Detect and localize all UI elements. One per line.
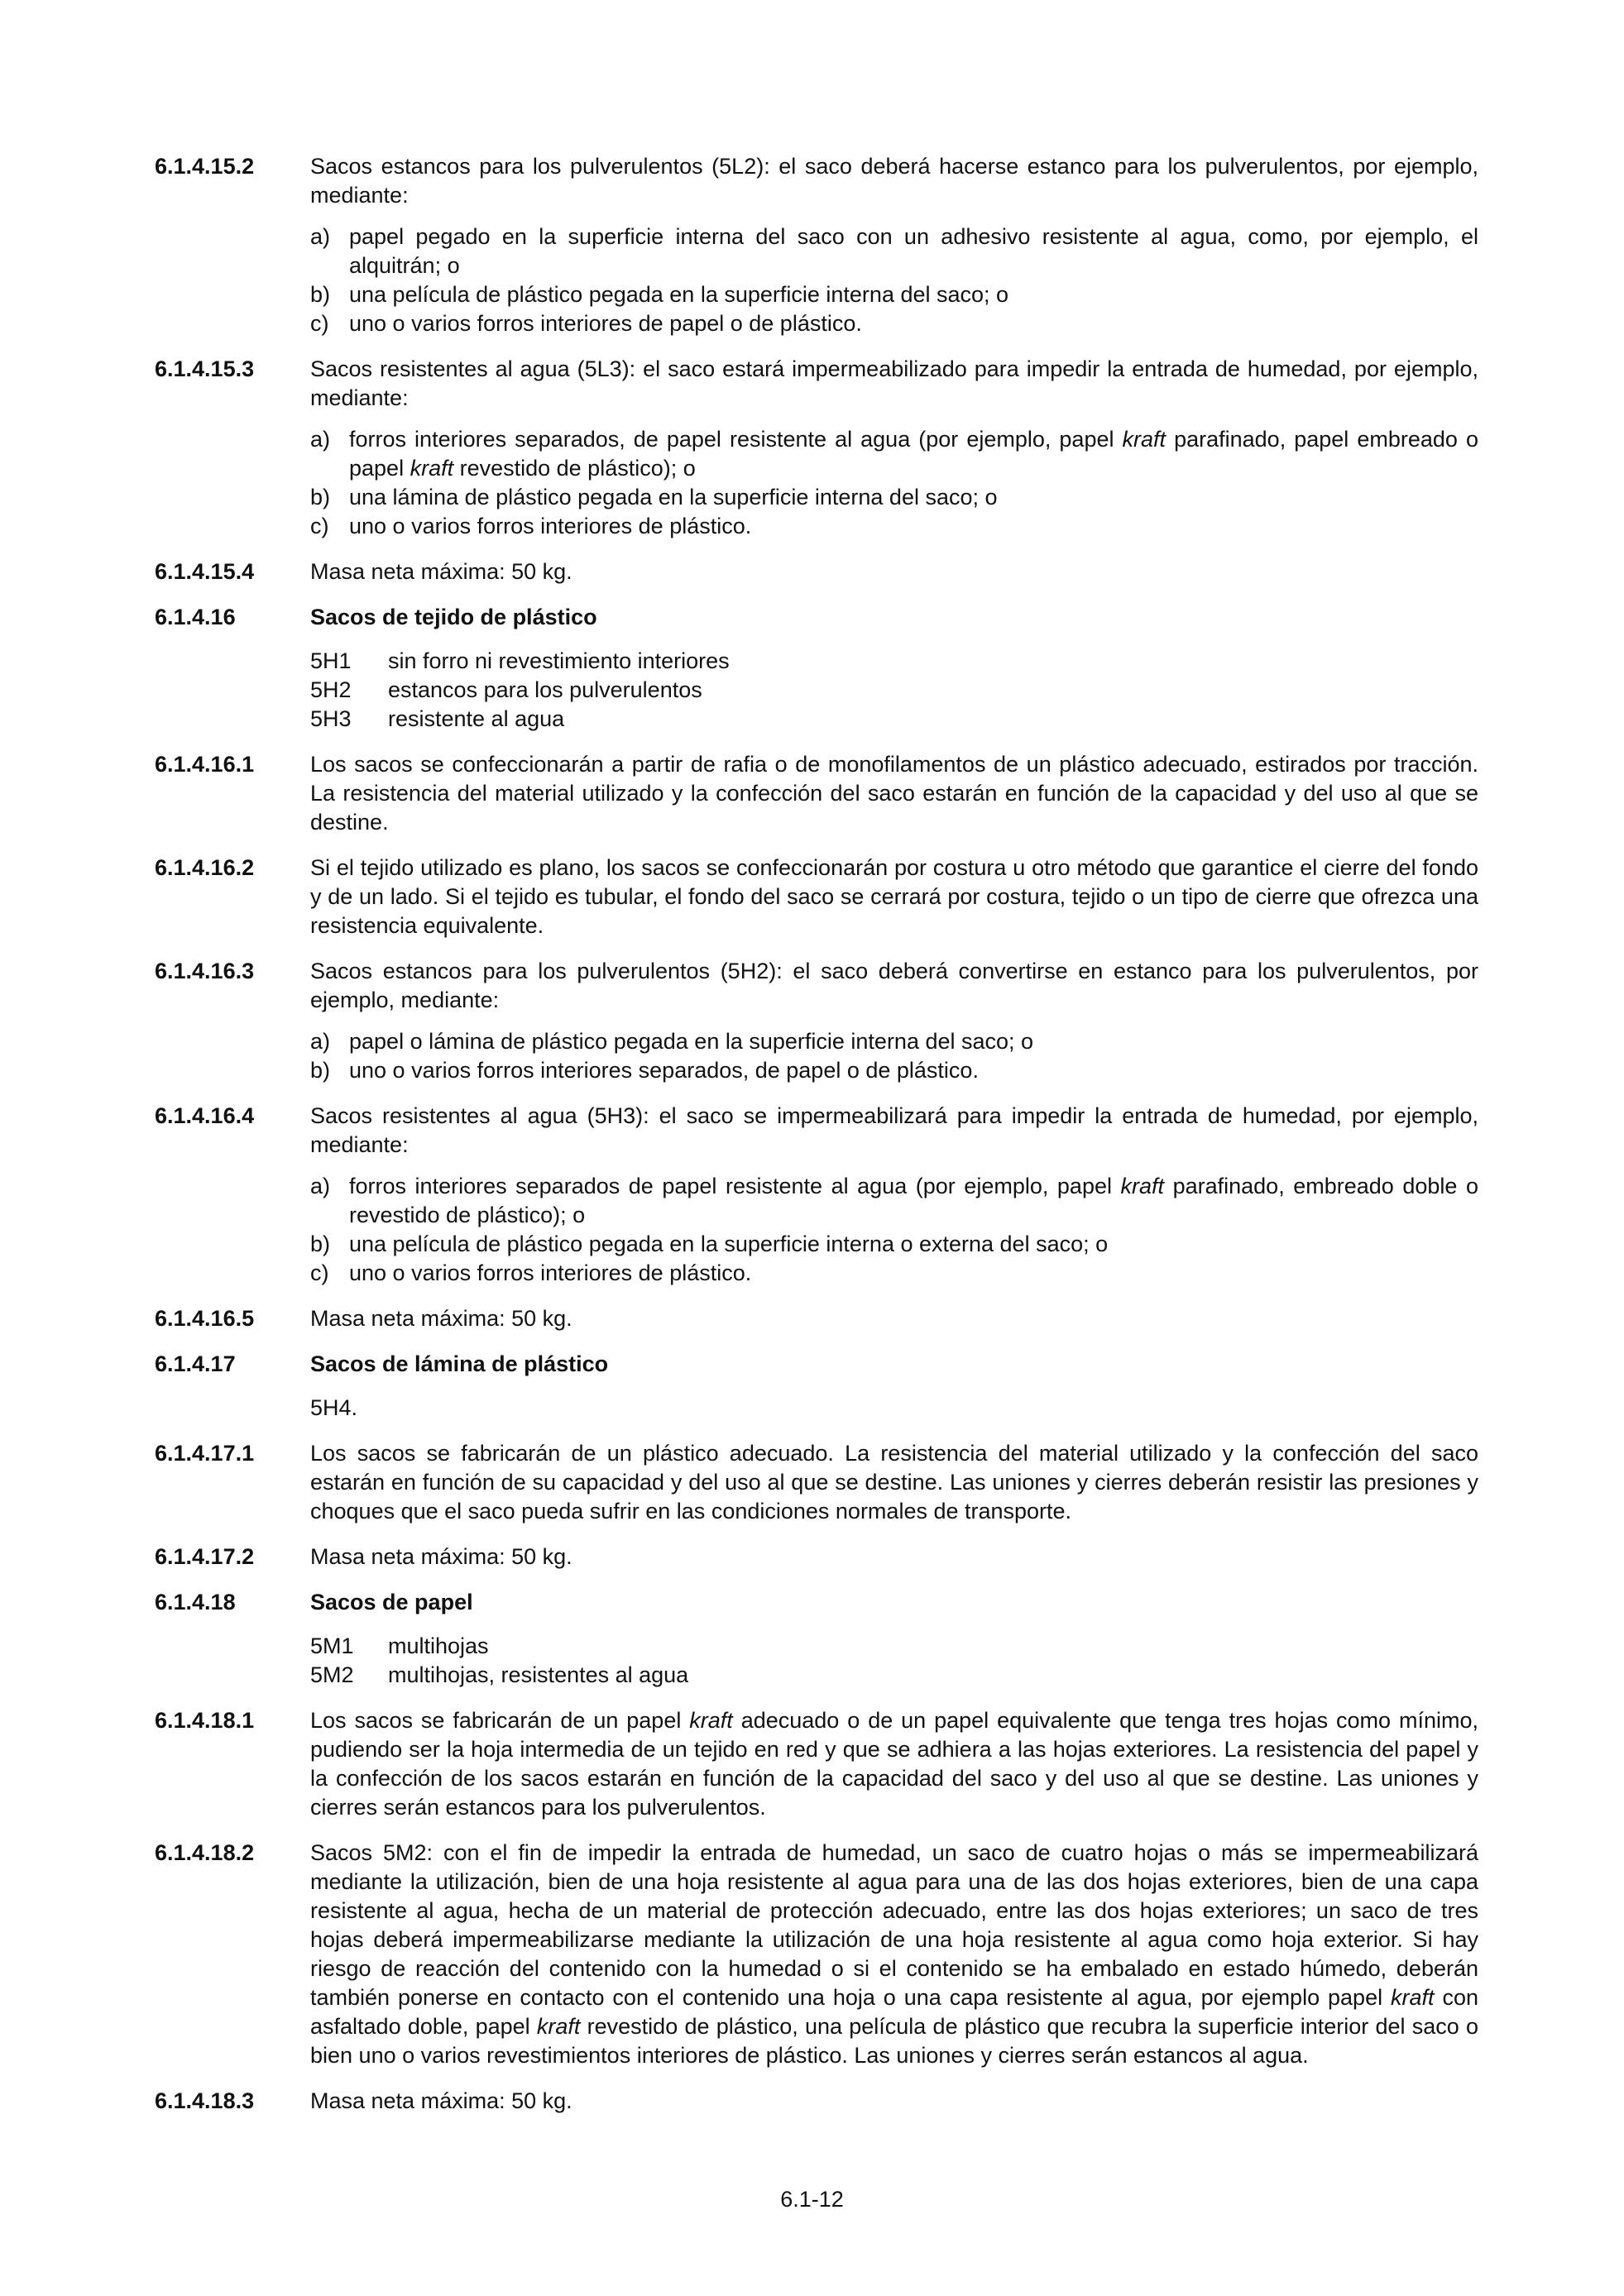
- paragraph-text: Sacos resistentes al agua (5L3): el saco estará impermeabilizado para impedir la entrada de humedad, por ejemplo, mediante:: [310, 356, 1478, 410]
- paragraph-text: Sacos estancos para los pulverulentos (5L2): el saco deberá hacerse estanco para los pulverulentos, por ejemplo, mediante:: [310, 154, 1478, 208]
- list-item: [310, 425, 1478, 483]
- paragraph: [155, 1439, 1478, 1526]
- code-description: estancos para los pulverulentos: [388, 677, 702, 702]
- paragraph-body: [310, 152, 1478, 338]
- section-number: 6.1.4.17.1: [155, 1441, 255, 1466]
- paragraph-text: Sacos 5M2: con el fin de impedir la entrada de humedad, un saco de cuatro hojas o más se impermeabilizará mediante la utilización, bien de una hoja resistente al agua para una de las dos hojas exteriores, bien de una capa resistente al agua, hecha de un material de protección adecuado, entre las dos hojas exteriores; un saco de tres hojas deberá impermeabilizarse mediante la utilización de una hoja resistente al agua como hoja exterior. Si hay riesgo de reacción del contenido con la humedad o si el contenido se ha embalado en estado húmedo, deberán también ponerse en contacto con el contenido una hoja o una capa resistente al agua, por ejemplo papel kraft con asfaltado doble, papel kraft revestido de plástico, una película de plástico que recubra la superficie interior del saco o bien uno o varios revestimientos interiores de plástico. Las uniones y cierres serán estancos al agua.: [310, 1840, 1478, 2068]
- code-row: [310, 647, 1478, 676]
- section-number: 6.1.4.15.3: [155, 356, 255, 381]
- section-number: 6.1.4.18.1: [155, 1708, 255, 1733]
- list-item-text: forros interiores separados, de papel resistente al agua (por ejemplo, papel kraft parafinado, papel embreado o papel kraft revestido de plástico); o: [349, 427, 1478, 481]
- code-description: resistente al agua: [388, 706, 565, 731]
- list-item: [310, 280, 1478, 309]
- list-item-text: papel o lámina de plástico pegada en la superficie interna del saco; o: [349, 1029, 1034, 1054]
- paragraph-body: [310, 603, 1478, 734]
- code-description: multihojas, resistentes al agua: [388, 1662, 689, 1687]
- list-item-label: a): [310, 427, 331, 452]
- list-item-label: a): [310, 224, 331, 249]
- paragraph-text: Masa neta máxima: 50 kg.: [310, 559, 572, 584]
- packaging-code: 5H2: [310, 677, 352, 702]
- code-row: [310, 1632, 1478, 1661]
- section-heading: Sacos de papel: [310, 1590, 473, 1614]
- paragraph: [155, 1304, 1478, 1333]
- list-item-text: una película de plástico pegada en la superficie interna del saco; o: [349, 282, 1009, 307]
- paragraph-body: [310, 1839, 1478, 2070]
- paragraph-text: Masa neta máxima: 50 kg.: [310, 1544, 572, 1569]
- paragraph: [155, 1102, 1478, 1288]
- section-number: 6.1.4.18.2: [155, 1840, 255, 1865]
- italic-term: kraft: [689, 1708, 733, 1733]
- code-description: multihojas: [388, 1634, 489, 1658]
- paragraph: [155, 957, 1478, 1085]
- paragraph-text: Los sacos se confeccionarán a partir de rafia o de monofilamentos de un plástico adecuado, estirados por tracción. La resistencia del material utilizado y la confección del saco estarán en función de la capacidad y del uso al que se destine.: [310, 752, 1478, 835]
- paragraph: [155, 854, 1478, 940]
- paragraph-body: [310, 1706, 1478, 1822]
- section-number: 6.1.4.18.3: [155, 2088, 255, 2113]
- paragraph-body: [310, 355, 1478, 541]
- list-item-text: papel pegado en la superficie interna del saco con un adhesivo resistente al agua, como, por ejemplo, el alquitrán; o: [349, 224, 1478, 278]
- code-row: [310, 705, 1478, 734]
- paragraph-body: [310, 854, 1478, 940]
- section-number: 6.1.4.17: [155, 1351, 236, 1376]
- section-number: 6.1.4.16.3: [155, 959, 255, 983]
- paragraph: [155, 603, 1478, 734]
- list-item: [310, 1259, 1478, 1288]
- code-row: [310, 676, 1478, 705]
- paragraph-text: Los sacos se fabricarán de un plástico adecuado. La resistencia del material utilizado y la confección del saco estarán en función de su capacidad y del uso al que se destine. Las uniones y cierres deberán resistir las presiones y choques que el saco pueda sufrir en las condiciones normales de transporte.: [310, 1441, 1478, 1523]
- list-item-label: c): [310, 514, 329, 538]
- paragraph-body: [310, 2087, 1478, 2116]
- section-number: 6.1.4.15.4: [155, 559, 255, 584]
- code-list: [310, 1632, 1478, 1690]
- list-item-label: b): [310, 282, 331, 307]
- item-list: [310, 1172, 1478, 1288]
- list-item: [310, 483, 1478, 512]
- paragraph-text: Masa neta máxima: 50 kg.: [310, 2088, 572, 2113]
- section-number: 6.1.4.15.2: [155, 154, 255, 179]
- paragraph-body: [310, 957, 1478, 1085]
- packaging-code: 5M2: [310, 1662, 354, 1687]
- paragraph: [155, 2087, 1478, 2116]
- paragraph-body: [310, 1439, 1478, 1526]
- paragraph-text: Sacos estancos para los pulverulentos (5H2): el saco deberá convertirse en estanco para los pulverulentos, por ejemplo, mediante:: [310, 959, 1478, 1012]
- item-list: [310, 1027, 1478, 1085]
- italic-term: kraft: [536, 2014, 581, 2039]
- paragraph-text: Los sacos se fabricarán de un papel kraft adecuado o de un papel equivalente que tenga tres hojas como mínimo, pudiendo ser la hoja intermedia de un tejido en red y que se adhiera a las hojas exteriores. La resistencia del papel y la confección de los sacos estarán en función de la capacidad del saco y del uso al que se destine. Las uniones y cierres serán estancos para los pulverulentos.: [310, 1708, 1478, 1820]
- code-row: [310, 1661, 1478, 1690]
- italic-term: kraft: [1391, 1985, 1435, 2010]
- list-item-label: b): [310, 1058, 331, 1083]
- paragraph-text: Si el tejido utilizado es plano, los sacos se confeccionarán por costura u otro método que garantice el cierre del fondo y de un lado. Si el tejido es tubular, el fondo del saco se cerrará por costura, tejido o un tipo de cierre que ofrezca una resistencia equivalente.: [310, 855, 1478, 938]
- paragraph: [155, 1839, 1478, 2070]
- item-list: [310, 425, 1478, 541]
- section-number: 6.1.4.16: [155, 605, 236, 629]
- list-item-text: forros interiores separados de papel resistente al agua (por ejemplo, papel kraft parafinado, embreado doble o revestido de plástico); o: [349, 1174, 1478, 1227]
- paragraph: [155, 1350, 1478, 1423]
- list-item: [310, 512, 1478, 541]
- paragraph: [155, 152, 1478, 338]
- paragraph-body: [310, 1350, 1478, 1423]
- italic-term: kraft: [1122, 427, 1167, 452]
- list-item-text: uno o varios forros interiores de papel o de plástico.: [349, 311, 862, 336]
- list-item-label: c): [310, 1260, 329, 1285]
- paragraph-body: [310, 1102, 1478, 1288]
- section-number: 6.1.4.16.1: [155, 752, 255, 777]
- paragraph: [155, 355, 1478, 541]
- section-number: 6.1.4.18: [155, 1590, 236, 1614]
- list-item-text: uno o varios forros interiores separados, de papel o de plástico.: [349, 1058, 979, 1083]
- list-item-text: uno o varios forros interiores de plástico.: [349, 1260, 752, 1285]
- document-body: [155, 152, 1478, 2132]
- list-item: [310, 1056, 1478, 1085]
- list-item-text: una lámina de plástico pegada en la superficie interna del saco; o: [349, 485, 998, 509]
- list-item: [310, 1172, 1478, 1230]
- paragraph: [155, 1706, 1478, 1822]
- list-item-text: una película de plástico pegada en la superficie interna o externa del saco; o: [349, 1232, 1109, 1256]
- packaging-code: 5M1: [310, 1634, 354, 1658]
- paragraph-body: [310, 1588, 1478, 1690]
- list-item-label: b): [310, 485, 331, 509]
- section-heading: Sacos de lámina de plástico: [310, 1351, 609, 1376]
- paragraph-body: [310, 557, 1478, 586]
- list-item-label: a): [310, 1029, 331, 1054]
- italic-term: kraft: [410, 456, 454, 481]
- paragraph-text: Sacos resistentes al agua (5H3): el saco se impermeabilizará para impedir la entrada de humedad, por ejemplo, mediante:: [310, 1103, 1478, 1157]
- list-item: [310, 309, 1478, 338]
- page-number: 6.1-12: [780, 2187, 844, 2212]
- item-list: [310, 222, 1478, 338]
- paragraph-body: [310, 1304, 1478, 1333]
- list-item-label: b): [310, 1232, 331, 1256]
- paragraph: [155, 1543, 1478, 1571]
- packaging-code: 5H1: [310, 648, 352, 673]
- section-number: 6.1.4.16.2: [155, 855, 255, 880]
- code-list: [310, 647, 1478, 734]
- list-item: [310, 222, 1478, 280]
- section-number: 6.1.4.16.5: [155, 1306, 255, 1331]
- paragraph-text: Masa neta máxima: 50 kg.: [310, 1306, 572, 1331]
- list-item-label: a): [310, 1174, 331, 1198]
- list-item-label: c): [310, 311, 329, 336]
- paragraph: [155, 750, 1478, 837]
- paragraph: [155, 557, 1478, 586]
- list-item: [310, 1230, 1478, 1259]
- paragraph: [155, 1588, 1478, 1690]
- code-text: 5H4.: [310, 1395, 358, 1420]
- list-item-text: uno o varios forros interiores de plástico.: [349, 514, 752, 538]
- section-number: 6.1.4.16.4: [155, 1103, 255, 1128]
- italic-term: kraft: [1120, 1174, 1165, 1198]
- section-heading: Sacos de tejido de plástico: [310, 605, 597, 629]
- list-item: [310, 1027, 1478, 1056]
- paragraph-body: [310, 1543, 1478, 1571]
- packaging-code: 5H3: [310, 706, 352, 731]
- code-description: sin forro ni revestimiento interiores: [388, 648, 730, 673]
- section-number: 6.1.4.17.2: [155, 1544, 255, 1569]
- paragraph-body: [310, 750, 1478, 837]
